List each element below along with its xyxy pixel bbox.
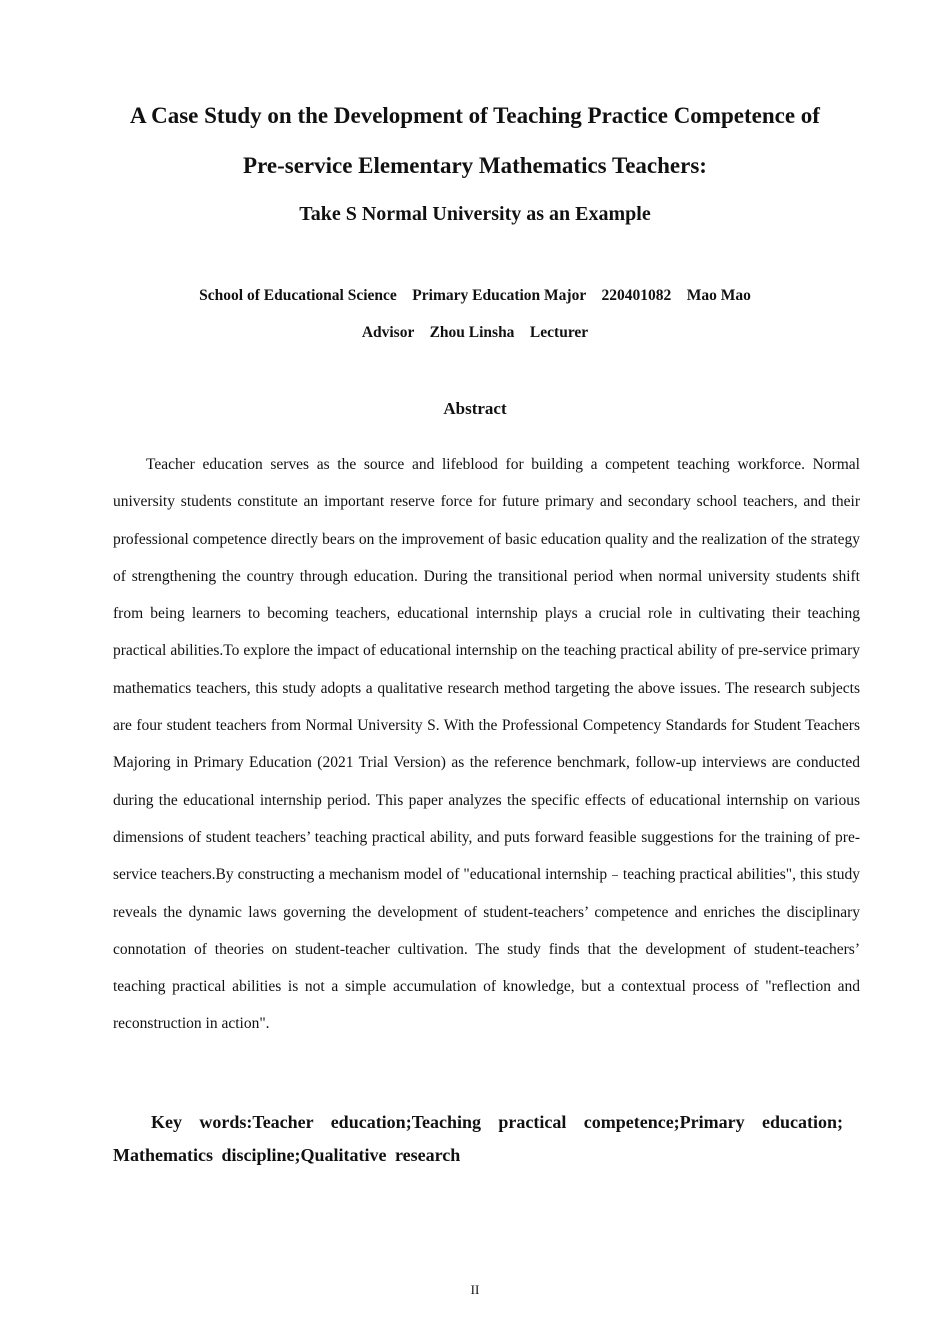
keywords: Key words:Teacher education;Teaching practical competence;Primary education; Mathematics discipline;Qualitative research <box>113 1112 843 1165</box>
title-line-1: A Case Study on the Development of Teaching Practice Competence of <box>130 103 820 128</box>
title-line-2: Pre-service Elementary Mathematics Teachers: <box>243 153 707 178</box>
abstract-body: Teacher education serves as the source and lifeblood for building a competent teaching workforce. Normal university students constitute an important reserve force for future primary and secondary school teachers, and their professional competence directly bears on the improvement of basic education quality and the realization of the strategy of strengthening the country through education. During the transitional period when normal university students shift from being learners to becoming teachers, educational internship plays a crucial role in cultivating their teaching practical abilities.To explore the impact of educational internship on the teaching practical ability of pre-service primary mathematics teachers, this study adopts a qualitative research method targeting the above issues. The research subjects are four student teachers from Normal University S. With the Professional Competency Standards for Student Teachers Majoring in Primary Education (2021 Trial Version) as the reference benchmark, follow-up interviews are conducted during the educational internship period. This paper analyzes the specific effects of educational internship on various dimensions of student teachers’ teaching practical ability, and puts forward feasible suggestions for the training of pre-service teachers.By constructing a mechanism model of "educational internship﹣teaching practical abilities", this study reveals the dynamic laws governing the development of student-teachers’ competence and enriches the disciplinary connotation of theories on student-teacher cultivation. The study finds that the development of student-teachers’ teaching practical abilities is not a simple accumulation of knowledge, but a contextual process of "reflection and reconstruction in action". <box>113 456 860 1033</box>
subtitle: Take S Normal University as an Example <box>299 203 651 225</box>
abstract-heading: Abstract <box>443 399 507 418</box>
advisor-info: Advisor Zhou Linsha Lecturer <box>361 324 589 341</box>
page-number: II <box>470 1282 480 1297</box>
author-info: School of Educational Science Primary Education Major 220401082 Mao Mao <box>199 287 751 304</box>
